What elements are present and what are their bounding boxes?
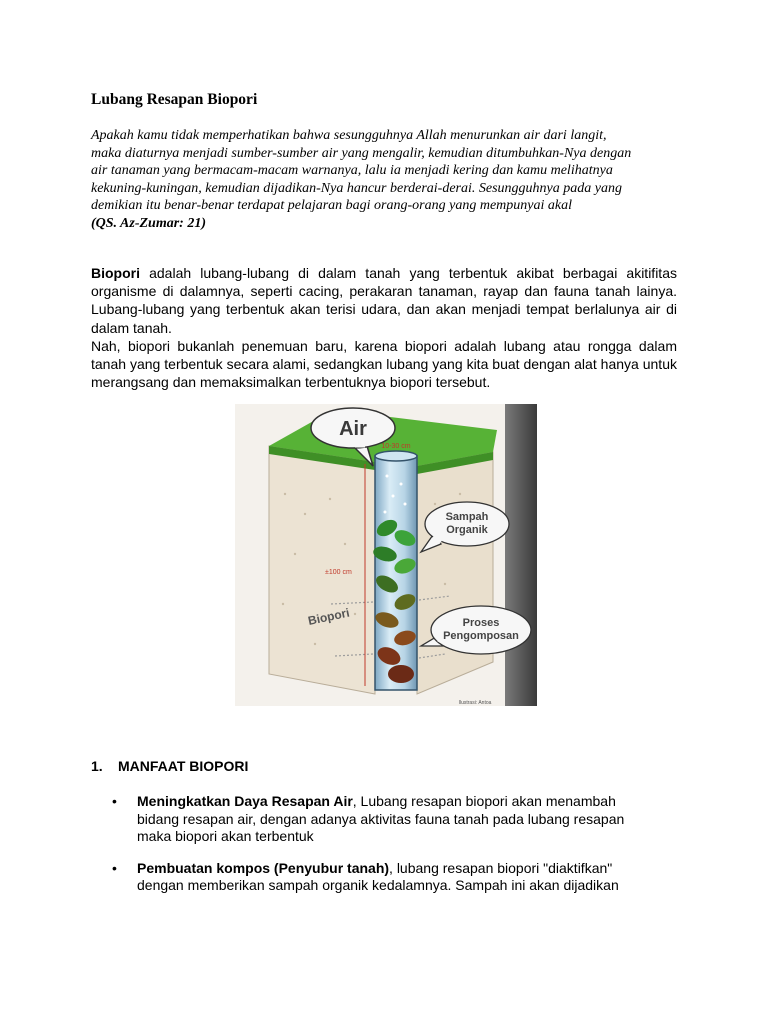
benefits-list xyxy=(112,793,672,909)
tube-opening xyxy=(375,451,417,461)
illustration-credit: Ilustrasi: Antoa xyxy=(458,700,492,706)
list-item-text: , Lubang resapan biopori akan menambah xyxy=(352,793,616,809)
sampah-label-line1: Sampah xyxy=(445,511,489,523)
soil-block-right xyxy=(417,452,493,694)
proses-label-line1: Proses xyxy=(462,617,500,629)
document-title: Lubang Resapan Biopori xyxy=(91,91,258,108)
list-item-term: Pembuatan kompos (Penyubur tanah) xyxy=(137,859,390,876)
quote-line: demikian itu benar-benar terdapat pelajaran bagi orang-orang yang mempunyai akal xyxy=(91,198,572,214)
list-item-term: Meningkatkan Daya Resapan Air xyxy=(137,793,353,809)
quote-line: air tanaman yang bermacam-macam warnanya, lalu ia menjadi kering dan kamu melihatnya xyxy=(91,163,613,179)
quote-reference: (QS. Az-Zumar: 21) xyxy=(91,215,206,231)
list-item-line: bidang resapan air, dengan adanya aktivitas fauna tanah pada lubang resapan xyxy=(137,810,625,827)
biopori-illustration xyxy=(235,404,537,706)
list-item xyxy=(112,860,672,895)
bullet-icon: • xyxy=(112,793,117,809)
quote-line: Apakah kamu tidak memperhatikan bahwa sesungguhnya Allah menurunkan air dari langit, xyxy=(91,128,607,143)
intro-section xyxy=(91,264,677,391)
soil-block-left xyxy=(269,446,375,694)
list-item-line: maka biopori akan terbentuk xyxy=(137,828,314,844)
intro-definition: adalah lubang-lubang di dalam tanah yang terbentuk akibat berbagai akitifitas organisme di dalamnya, seperti cacing, perakaran tanaman, rayap dan fauna tanah lainya. Lubang-lubang yang terbentuk akan terisi udara, dan akan menjadi tempat berlalunya air di dalam tanah. xyxy=(91,265,677,336)
intro-term: Biopori xyxy=(91,265,140,281)
section-heading xyxy=(91,758,248,774)
list-item xyxy=(112,793,672,846)
depth-label: ±100 cm xyxy=(325,569,352,576)
diameter-label: 10-30 cm xyxy=(381,443,411,450)
section-title: MANFAAT BIOPORI xyxy=(118,758,249,774)
figure-edge-shadow xyxy=(505,404,537,706)
list-item-line xyxy=(137,860,672,878)
list-item-line: dengan memberikan sampah organik kedalamnya. Sampah ini akan dijadikan xyxy=(137,877,619,893)
proses-label-line2: Pengomposan xyxy=(443,630,519,642)
air-label: Air xyxy=(339,418,367,440)
quote-line: kekuning-kuningan, kemudian dijadikan-Nya hancur berderai-derai. Sesungguhnya pada yang xyxy=(91,180,622,196)
intro-paragraph-2: Nah, biopori bukanlah penemuan baru, karena biopori adalah lubang atau rongga dalam tanah yang terbentuk secara alami, sedangkan lubang yang kita buat dengan alat hanya untuk merangsang dan memaksimalkan terbentuknya biopori tersebut. xyxy=(91,337,677,391)
section-number: 1. xyxy=(91,758,103,774)
bullet-icon: • xyxy=(112,859,117,876)
quote-line: maka diaturnya menjadi sumber-sumber air yang mengalir, kemudian ditumbuhkan-Nya dengan xyxy=(91,145,632,161)
sampah-label-line2: Organik xyxy=(446,524,488,536)
biopori-side-label: Biopori xyxy=(306,605,351,628)
quran-quote xyxy=(91,127,681,233)
list-item-line xyxy=(137,793,672,811)
list-item-text: , lubang resapan biopori "diaktifkan" xyxy=(389,859,613,876)
intro-paragraph xyxy=(91,264,677,337)
